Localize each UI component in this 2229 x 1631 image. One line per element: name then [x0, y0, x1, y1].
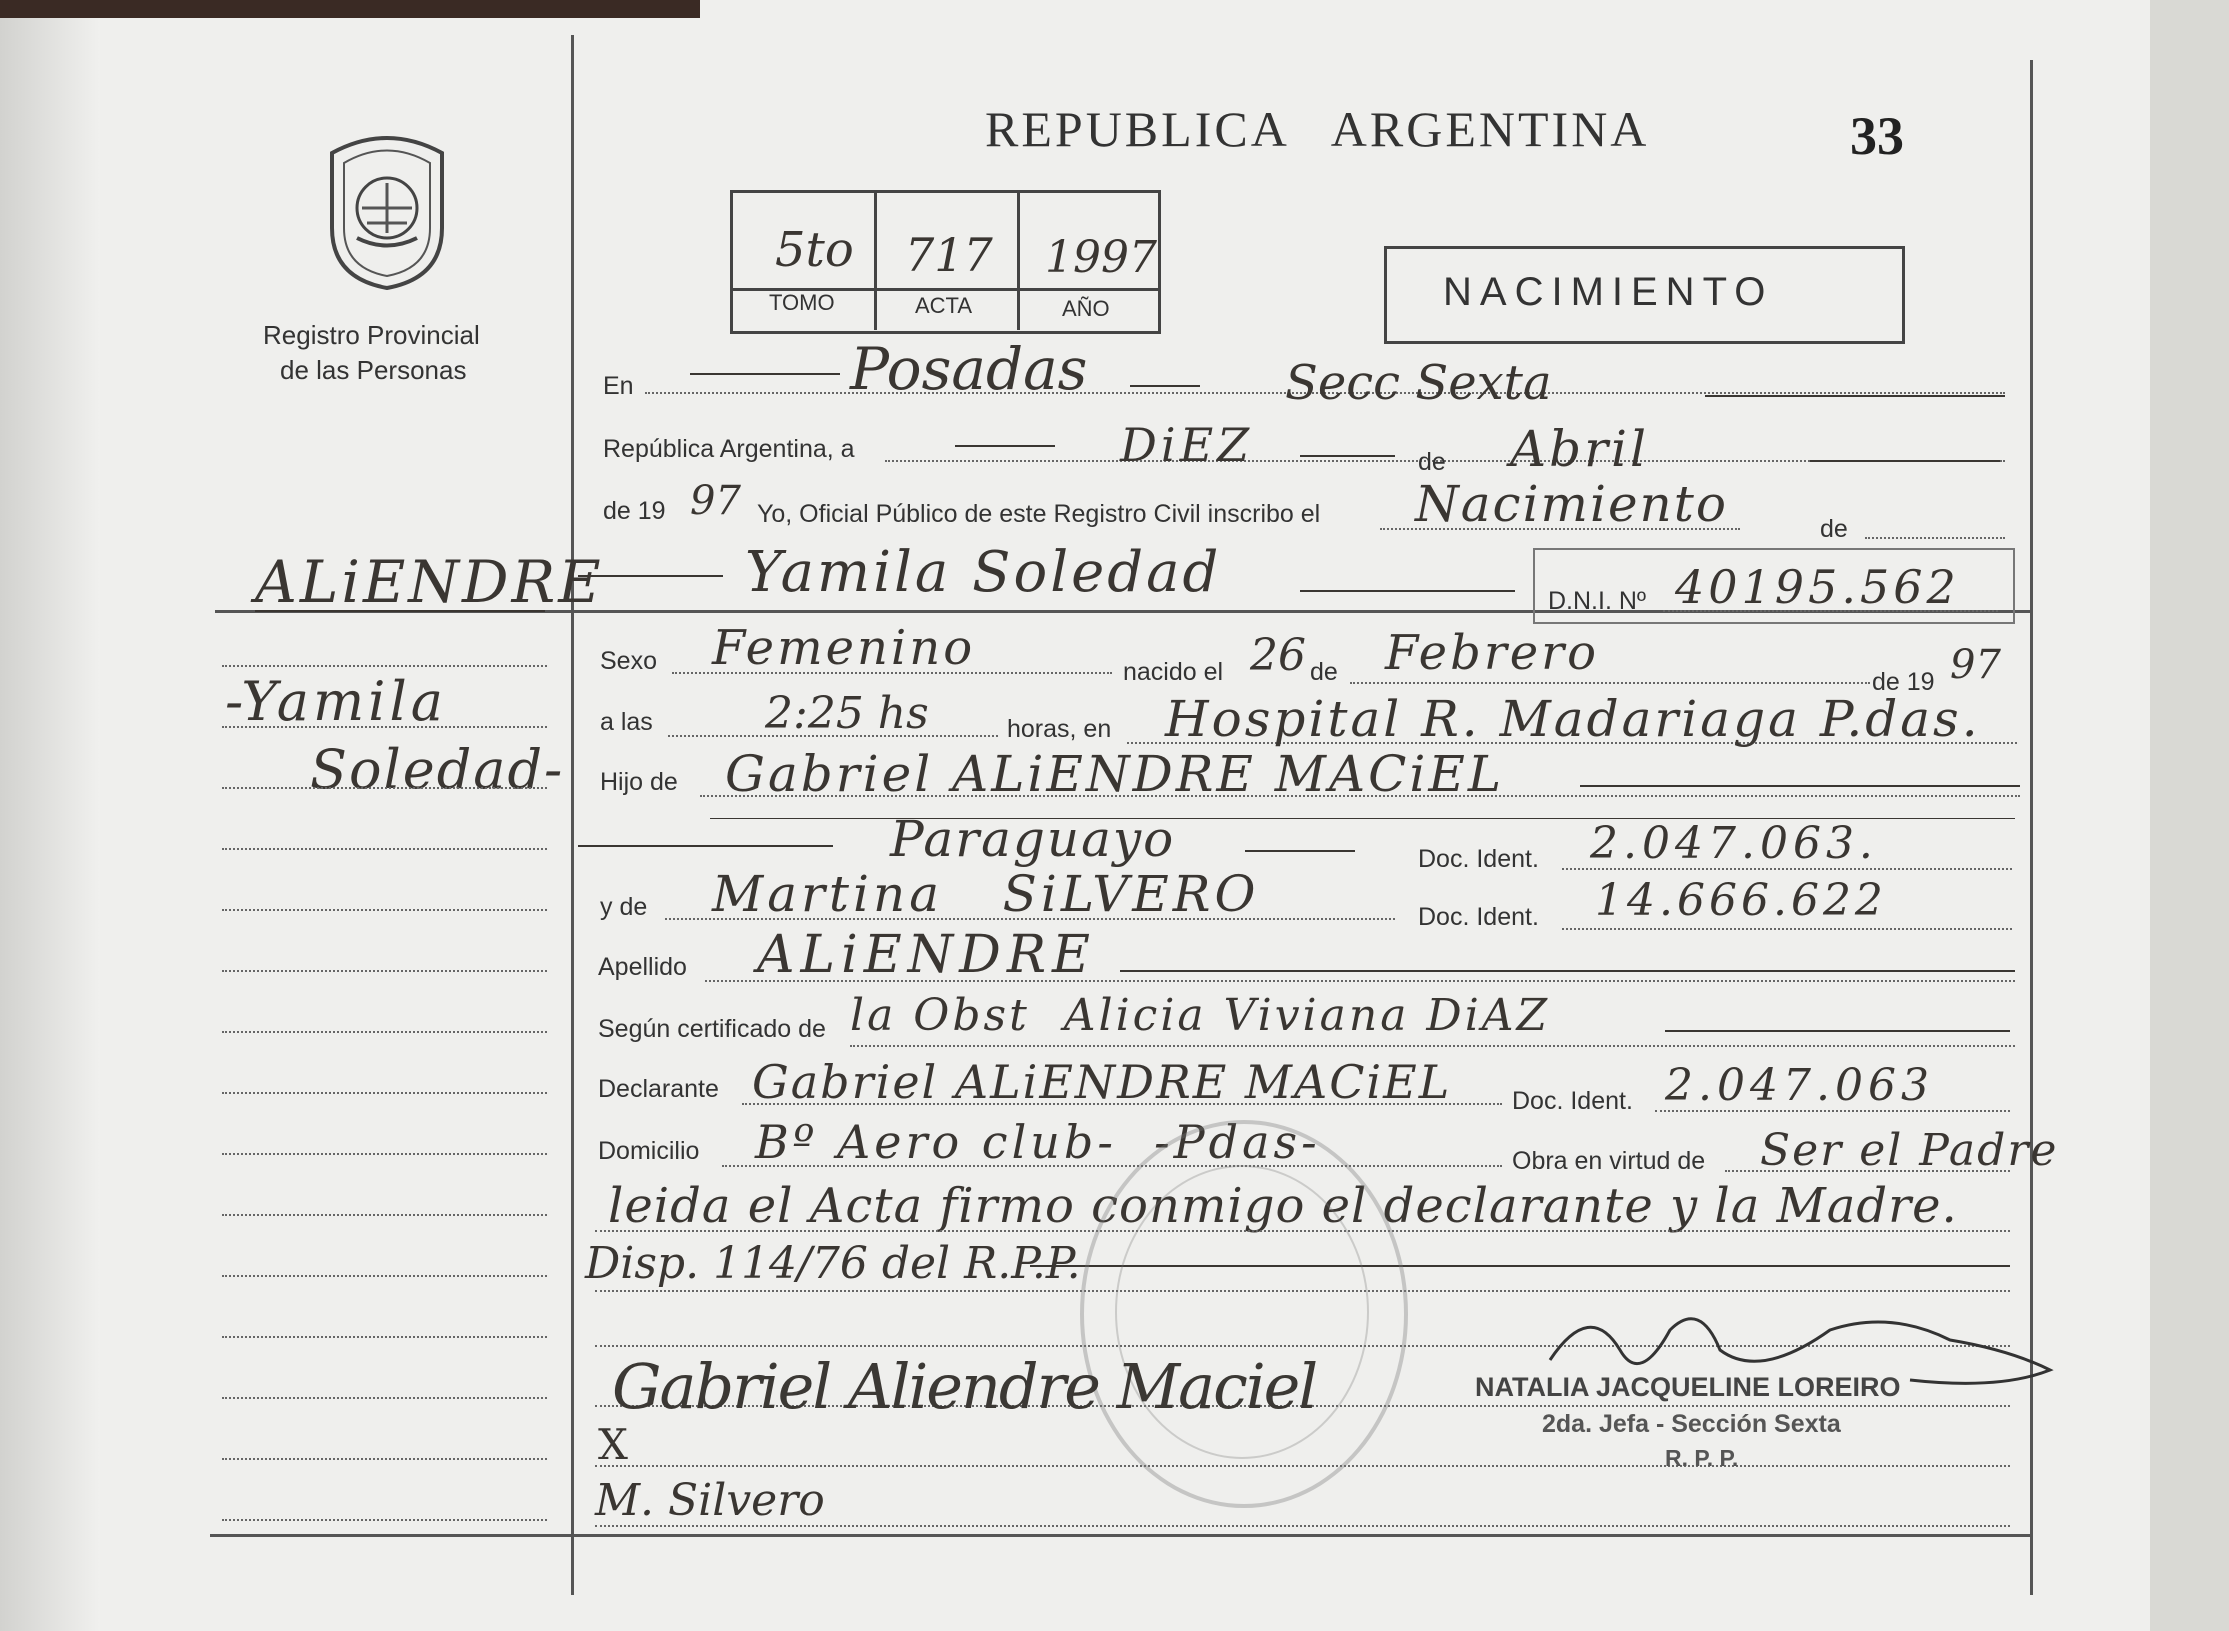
margin-given2: Soledad-	[310, 738, 565, 801]
margin-line	[222, 1092, 547, 1094]
mother-value: Martina SiLVERO	[712, 865, 1260, 923]
city-value: Posadas	[850, 335, 1088, 403]
mother-doc-value: 14.666.622	[1595, 875, 1887, 926]
ink-dash	[1300, 590, 1515, 592]
bottom-rule	[210, 1534, 2030, 1537]
ink-dash	[1245, 850, 1355, 852]
page-number: 33	[1850, 106, 1904, 166]
address-value: Bº Aero club- -Pdas-	[755, 1115, 1321, 1169]
ink-dash	[1580, 785, 2020, 787]
tomo-value: 5to	[775, 222, 854, 278]
dni-value: 40195.562	[1675, 560, 1960, 614]
margin-surname-underline	[255, 610, 545, 612]
label-y-de: y de	[600, 893, 648, 921]
official-org: R. P. P.	[1665, 1445, 1739, 1471]
label-apellido: Apellido	[598, 953, 687, 981]
record-box-divider	[1017, 190, 1020, 330]
declarant-doc-value: 2.047.063	[1665, 1060, 1934, 1111]
acta-value: 717	[905, 228, 993, 282]
label-republica: República Argentina, a	[603, 435, 855, 463]
margin-line	[222, 1214, 547, 1216]
anio-label: AÑO	[1062, 296, 1110, 321]
birth-day-value: 26	[1250, 630, 1306, 681]
registry-name-line1: Registro Provincial	[263, 320, 480, 350]
declarant-signature: Gabriel Aliendre Maciel	[612, 1350, 1317, 1423]
surname-value: ALiENDRE	[757, 925, 1096, 985]
label-segun: Según certificado de	[598, 1015, 826, 1043]
margin-surname: ALiENDRE	[255, 548, 604, 616]
ink-dash	[578, 845, 833, 847]
line-certifier	[850, 1045, 2015, 1047]
mark-x: X	[598, 1420, 628, 1469]
misiones-seal-icon	[312, 128, 462, 293]
margin-given1: -Yamila	[225, 670, 447, 733]
official-title: 2da. Jefa - Sección Sexta	[1542, 1410, 1841, 1438]
ink-dash	[1300, 455, 1395, 457]
label-hijo-de: Hijo de	[600, 768, 678, 796]
country-title: REPUBLICA ARGENTINA	[985, 101, 1650, 157]
child-name-value: Yamila Soledad	[745, 540, 1222, 605]
margin-line	[222, 1153, 547, 1155]
label-de-month: de	[1418, 448, 1446, 476]
page-binding-shadow	[0, 0, 100, 1631]
act-type-value: Nacimiento	[1415, 475, 1728, 533]
tomo-label: TOMO	[769, 290, 835, 315]
birth-month-value: Febrero	[1385, 625, 1600, 681]
ink-dash	[1665, 1030, 2010, 1032]
margin-line	[222, 909, 547, 911]
ink-dash	[1705, 395, 2005, 397]
day-value: DiEZ	[1120, 418, 1254, 472]
margin-line	[222, 726, 547, 728]
year-short-value: 97	[690, 478, 741, 524]
record-box-divider	[874, 190, 877, 330]
label-declarante: Declarante	[598, 1075, 719, 1103]
margin-line	[222, 1275, 547, 1277]
birth-year-value: 97	[1950, 642, 2001, 688]
place-value: Hospital R. Madariaga P.das.	[1165, 690, 1981, 748]
margin-line	[222, 1336, 547, 1338]
record-type: NACIMIENTO	[1443, 270, 1774, 314]
time-value: 2:25 hs	[765, 688, 929, 739]
label-sexo: Sexo	[600, 647, 657, 675]
ink-dash	[1120, 970, 2015, 972]
label-horas-en: horas, en	[1007, 715, 1112, 743]
label-de19-birth: de 19	[1872, 668, 1935, 696]
label-doc-ident-1: Doc. Ident.	[1418, 845, 1539, 873]
label-doc-ident-2: Doc. Ident.	[1418, 903, 1539, 931]
acta-label: ACTA	[915, 293, 973, 318]
official-name: NATALIA JACQUELINE LOREIRO	[1475, 1372, 1901, 1402]
ink-dash	[1810, 460, 2000, 462]
margin-line	[222, 665, 547, 667]
ink-dash	[690, 373, 840, 375]
reason-value: Ser el Padre	[1760, 1125, 2059, 1176]
certifier-value: la Obst Alicia Viviana DiAZ	[850, 990, 1551, 1041]
line-de-after	[1865, 537, 2005, 539]
margin-line	[222, 970, 547, 972]
label-a-las: a las	[600, 708, 653, 736]
father-nationality-value: Paraguayo	[890, 810, 1176, 868]
margin-line	[222, 1397, 547, 1399]
label-en: En	[603, 372, 634, 400]
section-value: Secc Sexta	[1285, 355, 1552, 411]
label-dni: D.N.I. Nº	[1548, 587, 1647, 615]
anio-value: 1997	[1045, 232, 1157, 283]
margin-line	[222, 1458, 547, 1460]
label-de19: de 19	[603, 497, 666, 525]
father-doc-value: 2.047.063.	[1590, 818, 1878, 869]
margin-divider	[571, 35, 574, 1595]
label-doc-ident-3: Doc. Ident.	[1512, 1087, 1633, 1115]
father-value: Gabriel ALiENDRE MACiEL	[725, 745, 1505, 803]
declarant-value: Gabriel ALiENDRE MACiEL	[752, 1055, 1452, 1109]
line-month	[1350, 682, 1870, 684]
month-value: Abril	[1510, 420, 1649, 478]
sex-value: Femenino	[712, 620, 976, 676]
label-obra: Obra en virtud de	[1512, 1147, 1706, 1175]
ink-dash	[955, 445, 1055, 447]
registry-name-line2: de las Personas	[280, 355, 467, 385]
label-nacido: nacido el	[1123, 658, 1224, 686]
margin-line	[222, 1519, 547, 1521]
label-yo-oficial: Yo, Oficial Público de este Registro Civil inscribo el	[757, 500, 1321, 528]
line-mother-doc	[1562, 928, 2012, 930]
ink-dash	[1130, 385, 1200, 387]
margin-line	[222, 787, 547, 789]
label-de-day: de	[1310, 658, 1338, 686]
label-domicilio: Domicilio	[598, 1137, 700, 1165]
book-edge	[0, 0, 700, 18]
label-de-after: de	[1820, 515, 1848, 543]
note-line2: Disp. 114/76 del R.P.P.	[585, 1238, 1081, 1289]
margin-line	[222, 1031, 547, 1033]
mother-signature: M. Silvero	[595, 1475, 825, 1526]
margin-line	[222, 848, 547, 850]
note-line1: leida el Acta firmo conmigo el declarante y la Madre.	[608, 1178, 1958, 1234]
